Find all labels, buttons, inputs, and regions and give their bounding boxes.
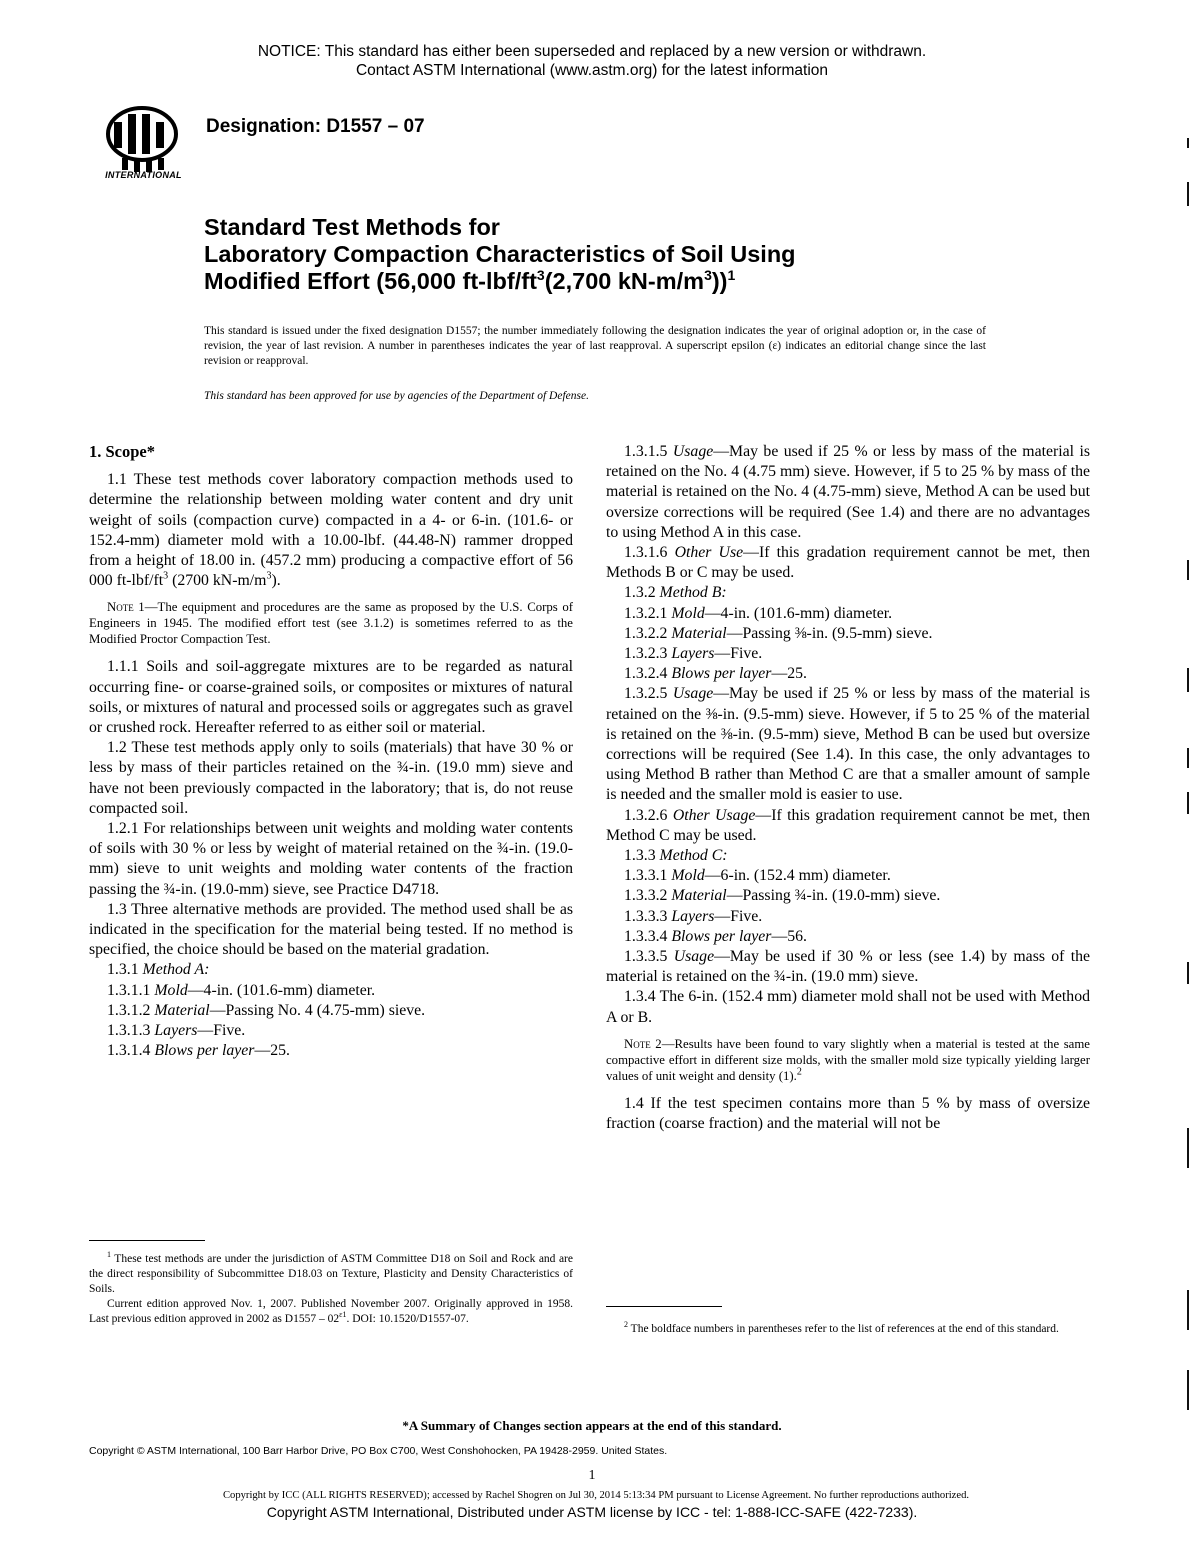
scan-edge-mark (1187, 962, 1189, 984)
scan-edge-mark (1187, 1370, 1189, 1410)
supersede-notice (0, 42, 1184, 80)
paragraph-1-3-1-5: 1.3.1.5 Usage—May be used if 25 % or less by mass of the material is retained on the No. 4 (4.75 mm) sieve. However, if 5 to 25 % by mass of the material is retained on the No. 4 (4.75-mm) sieve, Method A can be used but oversize corrections will be required (See 1.4) and there are no advantages to using Method A in this case. (606, 443, 1090, 541)
paragraph-1-1-1: 1.1.1 Soils and soil-aggregate mixtures are to be regarded as natural occurring fine- or coarse-grained soils, or composites or mixtures of natural soils, or mixtures of natural and processed soils or aggregates such as gravel or crushed rock. Hereafter referred to as either soil or material. (89, 658, 573, 737)
notice-line-2: Contact ASTM International (www.astm.org) for the latest information (355, 62, 829, 79)
paragraph-1-3-3: 1.3.3 Method C: (624, 847, 728, 865)
paragraph-1-3-2-2: 1.3.2.2 Material—Passing ⅜-in. (9.5-mm) sieve. (624, 624, 933, 642)
paragraph-1-1: 1.1 These test methods cover laboratory compaction methods used to determine the relationship between molding water content and dry unit weight of soils (compaction curve) compacted in a 4- or 6-in. (101.6- or 152.4-mm) diameter mold with a 10.00-lbf. (44.48-N) rammer dropped from a height of 18.00 in. (457.2 mm) producing a compactive effort of 56 000 $ft-lbf/ft^3$ (2700 $kN-m/m^3$). (89, 471, 573, 590)
issue-note: This standard is issued under the fixed designation D1557; the number immediately following the designation indicates the year of original adoption or, in the case of revision, the year of last revision. A number in parentheses indicates the year of last reapproval. A superscript epsilon (ε) indicates an editorial change since the last revision or reapproval. (204, 325, 986, 367)
footnote-1 (89, 1252, 573, 1327)
footnote-2-text: $^2$ The boldface numbers in parentheses refer to the list of references at the end of this standard. (624, 1320, 1059, 1335)
paragraph-1-3-4: 1.3.4 The 6-in. (152.4 mm) diameter mold shall not be used with Method A or B. (606, 988, 1090, 1026)
paragraph-1-3-1-3: 1.3.1.3 Layers—Five. (107, 1022, 246, 1040)
copyright-address: Copyright © ASTM International, 100 Barr Harbor Drive, PO Box C700, West Conshohocken, PA 19428-2959. United States. (89, 1445, 668, 1457)
logo-wordmark: INTERNATIONAL (105, 170, 182, 180)
title-line-1: Standard Test Methods for (204, 214, 500, 240)
paragraph-1-3-2-4: 1.3.2.4 Blows per layer—25. (624, 665, 807, 683)
paragraph-1-3-1-2: 1.3.1.2 Material—Passing No. 4 (4.75-mm) sieve. (107, 1001, 426, 1019)
note-2: Note 2—Results have been found to vary slightly when a material is tested at the same compactive effort in different size molds, with the smaller mold size typically yielding larger values of unit weight and density (1).$^2$ (606, 1036, 1090, 1083)
paragraph-1-3-3-2: 1.3.3.2 Material—Passing ¾-in. (19.0-mm) sieve. (624, 887, 941, 905)
scan-edge-mark (1187, 792, 1189, 814)
document-title (204, 214, 1024, 295)
title-line-2: Laboratory Compaction Characteristics of Soil Using (204, 241, 796, 267)
paragraph-1-3-1: 1.3.1 Method A: (107, 961, 210, 979)
paragraph-1-2-1: 1.2.1 For relationships between unit weights and molding water contents of soils with 30 % or less by weight of material retained on the ¾-in. (19.0-mm) sieve to unit weights and molding water contents of the fraction passing the ¾-in. (19.0-mm) sieve, see Practice D4718. (89, 820, 573, 898)
scan-edge-mark (1187, 668, 1189, 692)
paragraph-1-3-3-5: 1.3.3.5 Usage—May be used if 30 % or less (see 1.4) by mass of the material is retained on the ¾-in. (19.0 mm) sieve. (606, 948, 1090, 986)
scan-edge-mark (1187, 182, 1189, 206)
scan-edge-mark (1187, 748, 1189, 768)
right-column (606, 442, 1090, 1134)
paragraph-1-3-2-6: 1.3.2.6 Other Usage—If this gradation requirement cannot be met, then Method C may be used. (606, 806, 1091, 844)
designation: Designation: D1557 – 07 (206, 116, 425, 137)
notice-line-1: NOTICE: This standard has either been superseded and replaced by a new version or withdrawn. (257, 43, 927, 60)
paragraph-1-3-2-1: 1.3.2.1 Mold—4-in. (101.6-mm) diameter. (624, 604, 893, 622)
footnote-rule-right (606, 1306, 722, 1307)
note-1: Note 1—The equipment and procedures are the same as proposed by the U.S. Corps of Engineers in 1945. The modified effort test (see 3.1.2) is sometimes referred to as the Modified Proctor Compaction Test. (89, 600, 573, 647)
paragraph-1-3-2-5: 1.3.2.5 Usage—May be used if 25 % or less by mass of the material is retained on the ⅜-in. (9.5-mm) sieve. However, if 5 to 25 % of the material is retained on the ⅜-in. (9.5-mm) sieve, Method B can be used but oversize corrections will be required (See 1.4). In this case, the only advantages to using Method B rather than Method C are that a smaller amount of sample is needed and the smaller mold is easier to use. (606, 685, 1090, 804)
title-line-3: Modified Effort (56,000 $ft-lbf/ft^3(2,700$ $kN-m/m^3))^1$ (204, 267, 736, 294)
paragraph-1-3-1-4: 1.3.1.4 Blows per layer—25. (107, 1042, 290, 1060)
distribution-line: Copyright ASTM International, Distributed under ASTM license by ICC - tel: 1-888-ICC-SAFE (422-7233). (266, 1504, 918, 1520)
paragraph-1-3-2-3: 1.3.2.3 Layers—Five. (624, 645, 763, 663)
paragraph-1-2: 1.2 These test methods apply only to soils (materials) that have 30 % or less by mass of their particles retained on the ¾-in. (19.0 mm) sieve and have not been previously compacted in the laboratory; that is, do not reuse compacted soil. (89, 739, 573, 817)
paragraph-1-3-3-4: 1.3.3.4 Blows per layer—56. (624, 927, 807, 945)
left-column (89, 442, 573, 1061)
footnote-1-edition: Current edition approved Nov. 1, 2007. Published November 2007. Originally approved in 1958. Last previous edition approved in 2002 as $D1557 - 02^{\varepsilon 1}$. DOI: 10.1520/D1557-07. (89, 1298, 573, 1325)
scan-edge-mark (1187, 138, 1189, 148)
scan-edge-mark (1187, 1128, 1189, 1168)
dod-approval-note: This standard has been approved for use by agencies of the Department of Defense. (204, 390, 589, 402)
paragraph-1-3-3-3: 1.3.3.3 Layers—Five. (624, 907, 763, 925)
paragraph-1-3-2: 1.3.2 Method B: (624, 584, 727, 602)
license-line: Copyright by ICC (ALL RIGHTS RESERVED); accessed by Rachel Shogren on Jul 30, 2014 5:13:34 PM pursuant to License Agreement. No further reproductions authorized. (222, 1490, 970, 1501)
scan-edge-mark (1187, 560, 1189, 580)
paragraph-1-3: 1.3 Three alternative methods are provided. The method used shall be as indicated in the specification for the material being tested. If no method is specified, the choice should be based on the material gradation. (89, 900, 573, 959)
scan-edge-mark (1187, 1290, 1189, 1330)
page-number: 1 (588, 1468, 596, 1483)
footnote-1-jurisdiction: $^1$ These test methods are under the jurisdiction of ASTM Committee D18 on Soil and Rock and are the direct responsibility of Subcommittee D18.03 on Texture, Plasticity and Density Characteristics of Soils. (89, 1250, 573, 1295)
paragraph-1-3-3-1: 1.3.3.1 Mold—6-in. (152.4 mm) diameter. (624, 867, 891, 885)
footnote-2 (606, 1322, 1090, 1337)
paragraph-1-4: 1.4 If the test specimen contains more than 5 % by mass of oversize fraction (coarse fraction) and the material will not be (606, 1094, 1090, 1133)
summary-of-changes-note: *A Summary of Changes section appears at the end of this standard. (402, 1418, 782, 1433)
paragraph-1-3-1-1: 1.3.1.1 Mold—4-in. (101.6-mm) diameter. (107, 981, 376, 999)
footnote-rule-left (89, 1240, 205, 1241)
paragraph-1-3-1-6: 1.3.1.6 Other Use—If this gradation requirement cannot be met, then Methods B or C may be used. (606, 544, 1091, 582)
section-heading-scope: 1. Scope* (89, 442, 155, 461)
